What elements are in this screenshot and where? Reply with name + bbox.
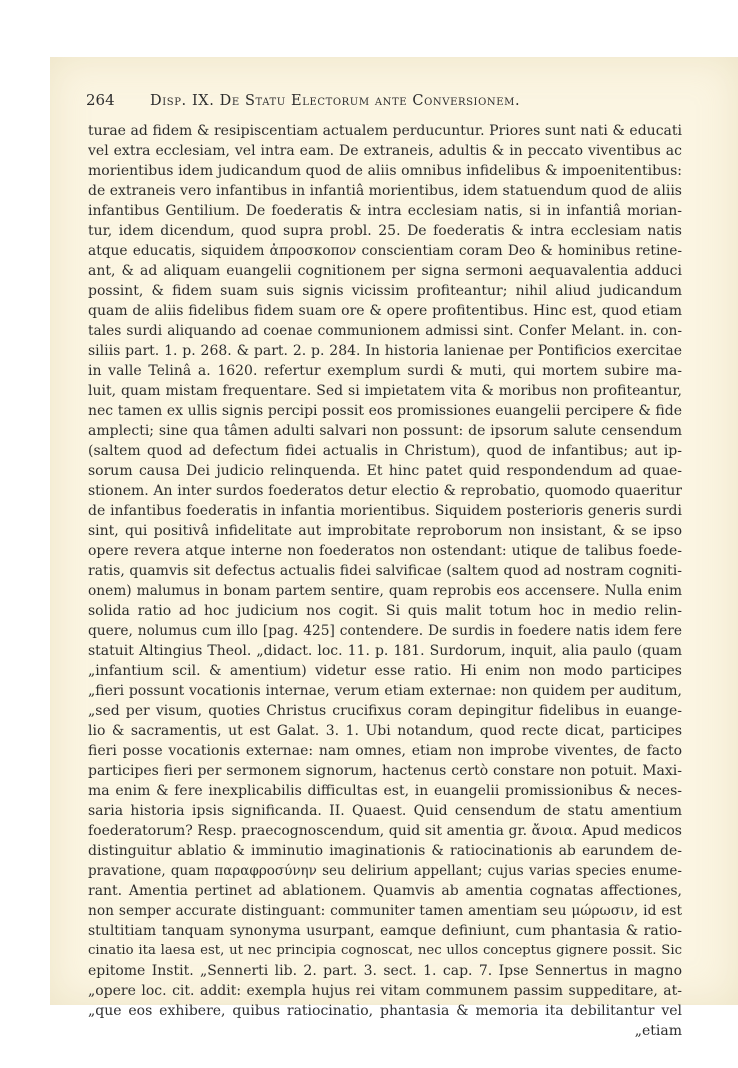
text-line: stionem. An inter surdos foederatos detur electio & reprobatio, quomodo quaeritur [88,483,682,499]
text-line: solida ratio ad hoc judicium nos cogit. Si quis malit totum hoc in medio relin- [88,603,682,619]
text-line: ratis, quamvis sit defectus actualis fidei salvificae (saltem quod ad nostram cogniti- [88,563,682,579]
text-line: „infantium scil. & amentium) videtur esse ratio. Hi enim non modo participes [88,663,682,679]
text-line: „opere loc. cit. addit: exempla hujus rei vitam communem passim suppeditare, at- [88,983,682,999]
text-line: siliis part. 1. p. 268. & part. 2. p. 284. In historia lanienae per Pontificios exercitae [88,343,682,359]
page-number: 264 [86,91,115,109]
text-line: vel extra ecclesiam, vel intra eam. De extraneis, adultis & in peccato viventibus ac [88,143,682,159]
text-line: sorum causa Dei judicio relinquenda. Et hinc patet quid respondendum ad quae- [88,463,682,479]
text-line: stultitiam tanquam synonyma usurpant, eamque definiunt, cum phantasia & ratio- [88,923,682,939]
text-line: ma enim & fere inexplicabilis difficultas est, in euangelii promissionibus & neces- [88,783,682,799]
text-line: amplecti; sine qua tâmen adulti salvari non possunt: de ipsorum salute censendum [88,423,682,439]
text-line: statuit Altingius Theol. „didact. loc. 11. p. 181. Surdorum, inquit, alia paulo (quam [88,643,682,659]
text-line: sint, qui positivâ infidelitate aut improbitate reproborum non insistant, & se ipso [88,523,682,539]
text-line: non semper accurate distinguant: communiter tamen amentiam seu μώρωσιν, id est [88,903,682,919]
text-line: turae ad fidem & resipiscentiam actualem perducuntur. Priores sunt nati & educati [88,123,682,139]
running-title: Disp. IX. De Statu Electorum ante Conversionem. [150,93,521,109]
text-line: „sed per visum, quoties Christus crucifixus coram depingitur fidelibus in euange- [88,703,682,719]
text-line: in valle Telinâ a. 1620. refertur exemplum surdi & muti, qui mortem subire ma- [88,363,682,379]
text-line: pravatione, quam παραφροσύνην seu delirium appellant; cujus varias species enume- [88,863,682,879]
book-page [50,57,738,1039]
text-line: (saltem quod ad defectum fidei actualis in Christum), quod de infantibus; aut ip- [88,443,682,459]
text-line: foederatorum? Resp. praecognoscendum, quid sit amentia gr. ἄνοια. Apud medicos [88,823,682,839]
text-line: saria historia ipsis significanda. II. Quaest. Quid censendum de statu amentium [88,803,682,819]
text-line: cinatio ita laesa est, ut nec principia cognoscat, nec ullos conceptus gignere possit. Sic [88,943,682,958]
text-line: infantibus Gentilium. De foederatis & intra ecclesiam natis, si in infantiâ morian- [88,203,682,219]
text-line: tur, idem dicendum, quod supra probl. 25. De foederatis & intra ecclesiam natis [88,223,682,239]
text-line: quam de aliis fidelibus fidem suam ore & opere profitentibus. Hinc est, quod etiam [88,303,682,319]
text-line: rant. Amentia pertinet ad ablationem. Quamvis ab amentia cognatas affectiones, [88,883,682,899]
text-line: luit, quam mistam frequentare. Sed si impietatem vita & moribus non profiteantur, [88,383,682,399]
text-line: nec tamen ex ullis signis percipi possit eos promissiones euangelii percipere & fide [88,403,682,419]
text-line: fieri posse vocationis externae: nam omnes, etiam non improbe viventes, de facto [88,743,682,759]
body-text [88,121,682,1041]
text-line: epitome Instit. „Sennerti lib. 2. part. 3. sect. 1. cap. 7. Ipse Sennertus in magno [88,963,682,979]
page-header [86,91,671,109]
text-line: morientibus idem judicandum quod de aliis omnibus infidelibus & impoenitentibus: [88,163,682,179]
text-line: onem) malumus in bonam partem sentire, quam reprobis eos accensere. Nulla enim [88,583,682,599]
text-line: de extraneis vero infantibus in infantiâ morientibus, idem statuendum quod de aliis [88,183,682,199]
text-line: participes fieri per sermonem signorum, hactenus certò constare non potuit. Maxi- [88,763,682,779]
text-line: tales surdi aliquando ad coenae communionem admissi sint. Confer Melant. in. con- [88,323,682,339]
text-line: quere, nolumus cum illo [pag. 425] contendere. De surdis in foedere natis idem fere [88,623,682,639]
text-line: distinguitur ablatio & imminutio imaginationis & ratiocinationis ab earundem de- [88,843,682,859]
text-line: lio & sacramentis, ut est Galat. 3. 1. Ubi notandum, quod recte dicat, participes [88,723,682,739]
text-line: opere revera atque interne non foederatos non ostendant: utique de talibus foede- [88,543,682,559]
text-line: atque educatis, siquidem ἀπροσκοπον conscientiam coram Deo & hominibus retine- [88,243,682,259]
text-line: de infantibus foederatis in infantia morientibus. Siquidem posterioris generis surdi [88,503,682,519]
text-line: „fieri possunt vocationis internae, verum etiam externae: non quidem per auditum, [88,683,682,699]
text-line: possint, & fidem suam suis signis vicissim profiteantur; nihil aliud judicandum [88,283,682,299]
text-line: „etiam [634,1023,682,1039]
text-line: „que eos exhibere, quibus ratiocinatio, phantasia & memoria ita debilitantur vel [88,1003,682,1019]
text-line: ant, & ad aliquam euangelii cognitionem per signa sermoni aequavalentia adduci [88,263,682,279]
